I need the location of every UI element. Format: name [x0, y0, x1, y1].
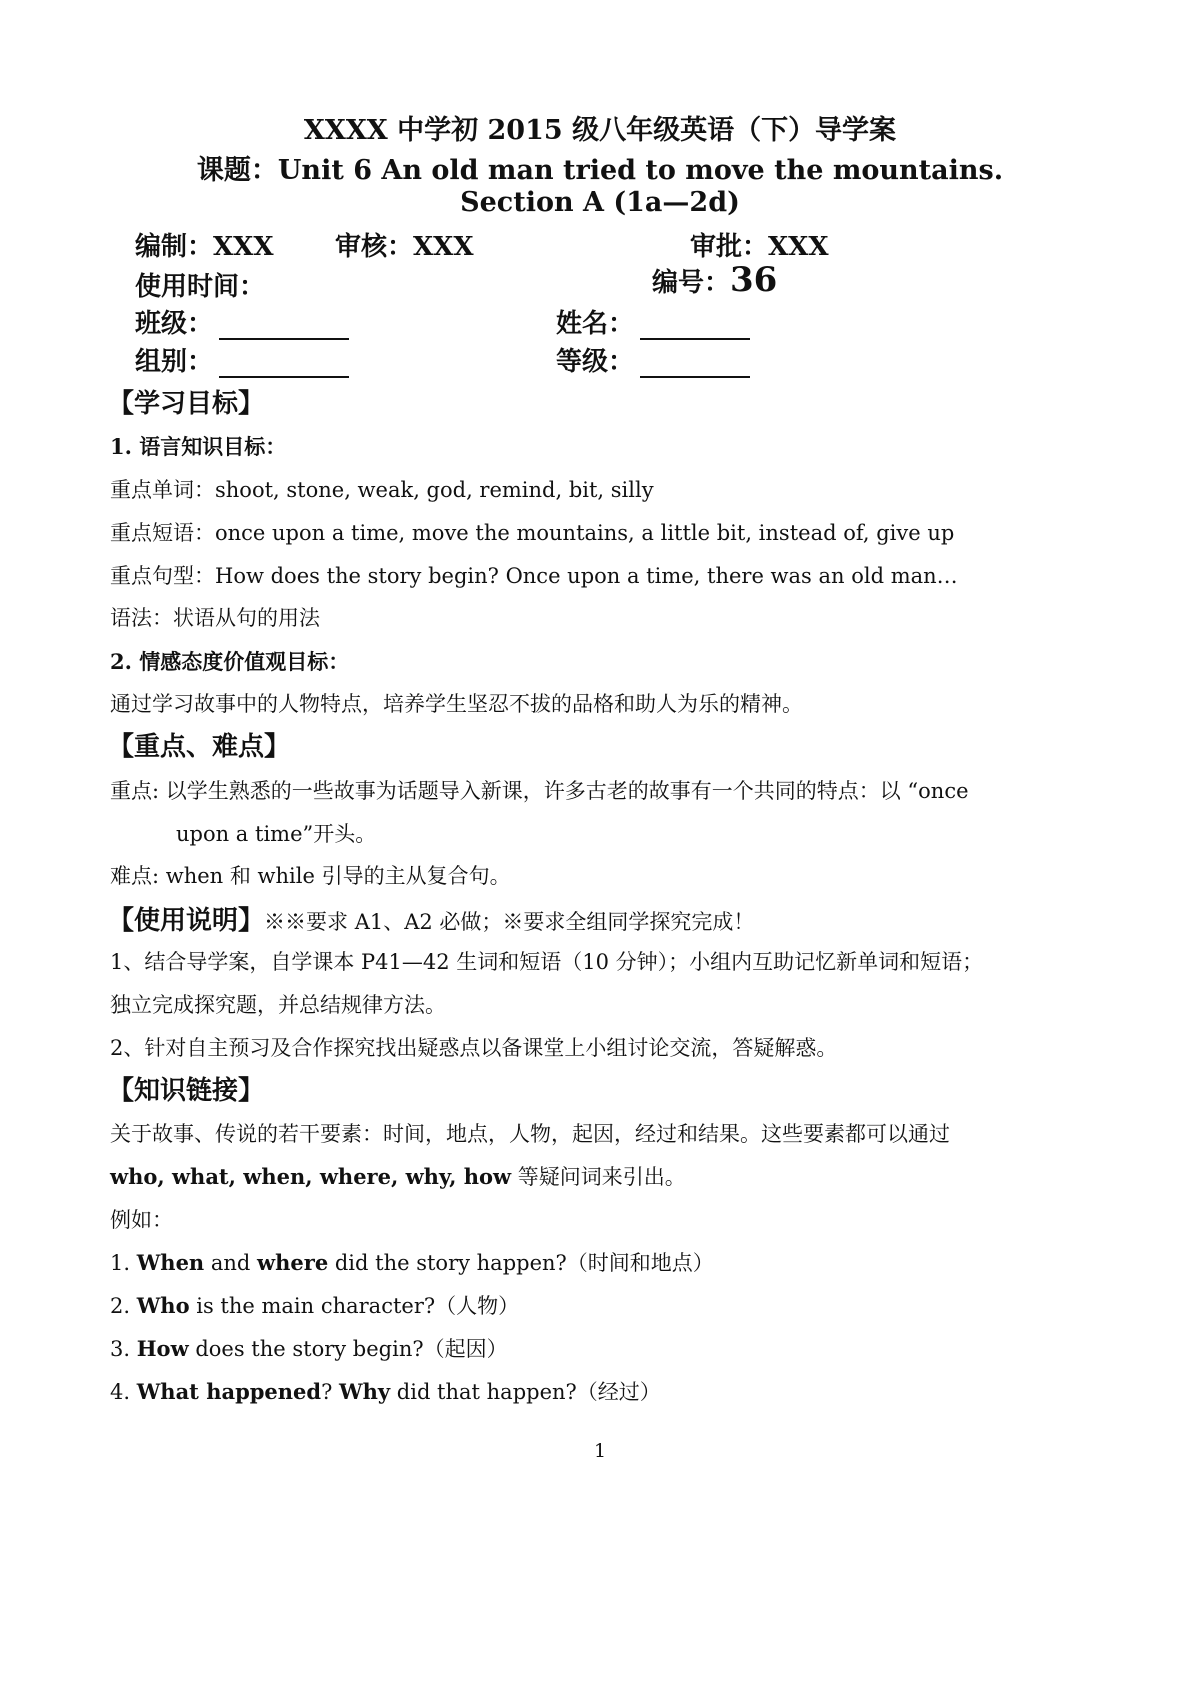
q1-text-a: and [204, 1251, 258, 1275]
page-number: 1 [593, 1440, 607, 1462]
q4-what-happened: What happened [136, 1379, 322, 1404]
grade-blank[interactable] [640, 350, 750, 378]
lesson-title: 课题：Unit 6 An old man tried to move the mountains. [196, 155, 1004, 186]
grammar: 语法：状语从句的用法 [110, 606, 320, 630]
class-label: 班级： [135, 309, 214, 339]
compiler: 编制：XXX [135, 232, 274, 262]
q1-number: 1. [110, 1251, 137, 1275]
key-point-line2: upon a time”开头。 [176, 822, 377, 846]
number-label: 编号： [652, 268, 731, 298]
usage-item2: 2、针对自主预习及合作探究找出疑惑点以备课堂上小组讨论交流，答疑解惑。 [110, 1036, 838, 1060]
number-field [652, 260, 777, 300]
q4-why: Why [339, 1379, 391, 1404]
q2-text: is the main character?（人物） [189, 1294, 520, 1318]
goals-sub2: 2. 情感态度价值观目标： [110, 649, 350, 674]
usage-note: ※※要求 A1、A2 必做；※要求全组同学探究完成！ [264, 910, 755, 934]
example-question-4 [110, 1376, 661, 1406]
key-sentences [110, 560, 958, 590]
section-title: Section A (1a—2d) [460, 187, 740, 218]
q1-where: where [257, 1250, 329, 1275]
usage-heading: 【使用说明】 [108, 906, 265, 936]
knowledge-intro-rest: 等疑问词来引出。 [511, 1165, 686, 1189]
q2-who: Who [136, 1293, 190, 1318]
q3-number: 3. [110, 1337, 137, 1361]
goals-sub1: 1. 语言知识目标： [110, 434, 287, 459]
usage-item1-line2: 独立完成探究题，并总结规律方法。 [110, 993, 446, 1017]
question-words: who, what, when, where, why, how [110, 1164, 512, 1189]
page-title: XXXX 中学初 2015 级八年级英语（下）导学案 [303, 115, 897, 146]
q4-text-b: did that happen?（经过） [390, 1380, 661, 1404]
q3-text: does the story begin?（起因） [188, 1337, 508, 1361]
key-phrases-label: 重点短语： [110, 521, 215, 545]
key-sentences-label: 重点句型： [110, 564, 215, 588]
class-blank[interactable] [219, 312, 349, 340]
key-words [110, 474, 654, 504]
knowledge-heading: 【知识链接】 [108, 1076, 265, 1106]
example-question-3 [110, 1333, 508, 1363]
key-phrases-list: once upon a time, move the mountains, a little bit, instead of, give up [215, 521, 955, 545]
usage-heading-row [108, 900, 754, 937]
key-words-list: shoot, stone, weak, god, remind, bit, silly [215, 478, 654, 502]
q3-how: How [136, 1336, 189, 1361]
usage-item1-line1: 1、结合导学案，自学课本 P41—42 生词和短语（10 分钟）；小组内互助记忆新单词和短语； [110, 950, 984, 974]
name-blank[interactable] [640, 312, 750, 340]
reviewer: 审核：XXX [335, 232, 474, 262]
grade-label: 等级： [556, 347, 635, 377]
q4-number: 4. [110, 1380, 137, 1404]
name-label: 姓名： [556, 309, 635, 339]
example-question-1 [110, 1247, 714, 1277]
knowledge-intro-line2 [110, 1161, 686, 1191]
q4-text-a: ? [321, 1380, 340, 1404]
class-field [135, 303, 349, 340]
example-question-2 [110, 1290, 519, 1320]
difficult-point: 难点: when 和 while 引导的主从复合句。 [110, 864, 511, 888]
use-time-label: 使用时间： [135, 272, 266, 302]
keypoints-heading: 【重点、难点】 [108, 732, 291, 762]
group-label: 组别： [135, 347, 214, 377]
example-label: 例如： [110, 1208, 173, 1232]
key-phrases [110, 517, 954, 547]
q1-text-b: did the story happen?（时间和地点） [328, 1251, 714, 1275]
approver: 审批：XXX [690, 232, 829, 262]
q2-number: 2. [110, 1294, 137, 1318]
q1-when: When [136, 1250, 205, 1275]
knowledge-intro-line1: 关于故事、传说的若干要素：时间，地点，人物，起因，经过和结果。这些要素都可以通过 [110, 1122, 950, 1146]
group-field [135, 341, 349, 378]
grade-field [556, 341, 750, 378]
emotion-goal: 通过学习故事中的人物特点，培养学生坚忍不拔的品格和助人为乐的精神。 [110, 692, 803, 716]
key-words-label: 重点单词： [110, 478, 215, 502]
group-blank[interactable] [219, 350, 349, 378]
key-point-line1: 重点: 以学生熟悉的一些故事为话题导入新课，许多古老的故事有一个共同的特点：以 “once [110, 779, 969, 803]
key-sentences-text: How does the story begin? Once upon a time, there was an old man… [215, 564, 958, 588]
name-field [556, 303, 750, 340]
number-value: 36 [730, 260, 778, 300]
goals-heading: 【学习目标】 [108, 389, 265, 419]
